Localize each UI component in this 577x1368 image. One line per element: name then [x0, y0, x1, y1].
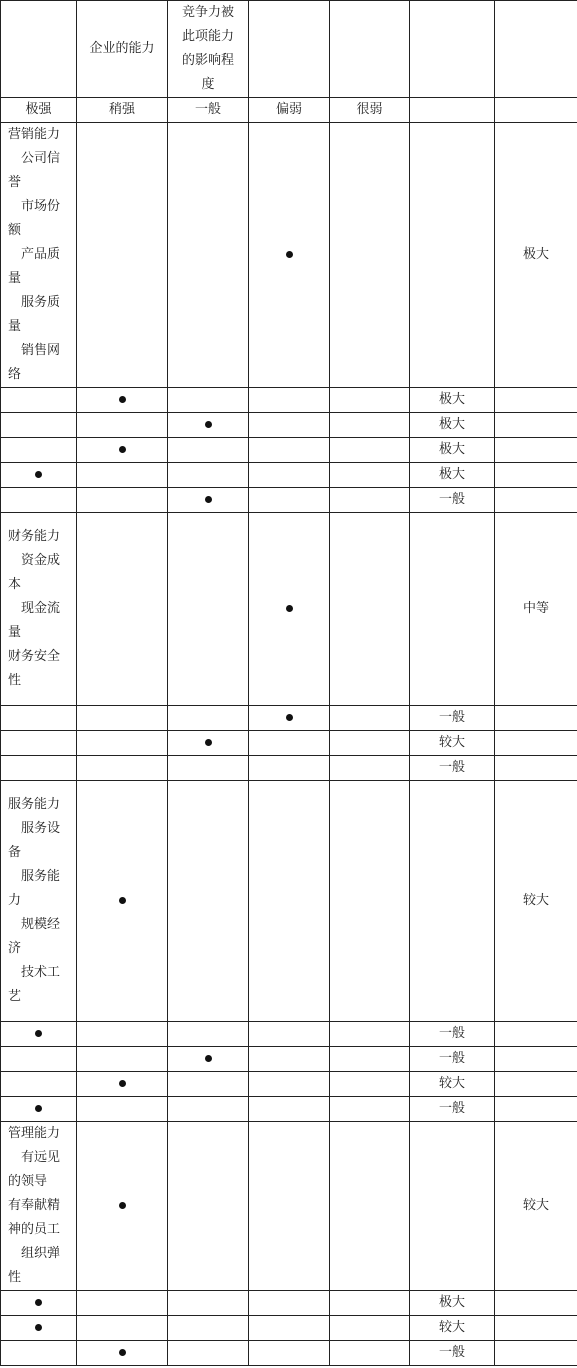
rating-cell	[77, 513, 168, 706]
impact-label: 较大	[438, 1320, 465, 1335]
capability-line: 管理能力	[8, 1126, 61, 1141]
rating-cell	[330, 388, 410, 413]
rating-dot-icon	[119, 1202, 126, 1209]
rating-cell	[77, 123, 168, 388]
rating-cell	[1, 1316, 77, 1341]
rating-cell	[249, 781, 330, 1022]
rating-dot-icon	[35, 1299, 42, 1306]
rating-cell	[410, 513, 495, 706]
empty-cell	[495, 756, 577, 781]
capability-line: 资金成本	[8, 553, 61, 592]
rating-cell	[249, 1072, 330, 1097]
rating-cell	[168, 388, 249, 413]
impact-label: 一般	[438, 1345, 465, 1360]
capability-line: 产品质量	[8, 247, 61, 286]
empty-cell	[495, 413, 577, 438]
impact-cell	[410, 1291, 495, 1316]
impact-label: 较大	[438, 735, 465, 750]
capability-line: 营销能力	[8, 127, 61, 142]
rating-cell	[330, 123, 410, 388]
rating-cell	[168, 1097, 249, 1122]
rating-cell	[1, 1022, 77, 1047]
impact-cell	[410, 463, 495, 488]
rating-dot-icon	[286, 251, 293, 258]
impact-cell	[495, 781, 577, 1022]
impact-label: 较大	[522, 893, 549, 908]
rating-cell	[77, 1097, 168, 1122]
level-label: 偏弱	[249, 98, 330, 123]
rating-cell	[249, 488, 330, 513]
rating-dot-icon	[35, 1030, 42, 1037]
impact-cell	[410, 1316, 495, 1341]
rating-cell	[330, 463, 410, 488]
rating-row	[1, 488, 577, 513]
header-row-1	[1, 1, 577, 98]
rating-cell	[330, 1097, 410, 1122]
impact-cell	[410, 1341, 495, 1366]
rating-cell	[77, 731, 168, 756]
rating-row	[1, 1097, 577, 1122]
rating-cell	[168, 1316, 249, 1341]
rating-cell	[1, 706, 77, 731]
capability-line: 销售网络	[8, 343, 61, 382]
level-label: 很弱	[330, 98, 410, 123]
rating-cell	[168, 731, 249, 756]
rating-cell	[249, 1341, 330, 1366]
rating-dot-icon	[119, 1080, 126, 1087]
rating-cell	[168, 1072, 249, 1097]
rating-cell	[168, 1122, 249, 1291]
rating-cell	[77, 488, 168, 513]
empty-cell	[495, 1097, 577, 1122]
impact-label: 一般	[438, 1101, 465, 1116]
rating-cell	[1, 756, 77, 781]
rating-cell	[77, 706, 168, 731]
impact-label: 一般	[438, 1051, 465, 1066]
rating-cell	[330, 731, 410, 756]
capability-line: 有远见的领导	[8, 1150, 61, 1189]
level-label: 极强	[1, 98, 77, 123]
rating-cell	[168, 123, 249, 388]
rating-cell	[330, 488, 410, 513]
rating-cell	[330, 756, 410, 781]
impact-cell	[495, 1122, 577, 1291]
impact-cell	[410, 1072, 495, 1097]
capability-name-cell	[1, 781, 77, 1022]
impact-label: 一般	[438, 1026, 465, 1041]
impact-cell	[410, 1022, 495, 1047]
rating-cell	[330, 438, 410, 463]
rating-dot-icon	[119, 396, 126, 403]
rating-row	[1, 1072, 577, 1097]
rating-cell	[330, 1047, 410, 1072]
impact-label: 极大	[438, 1295, 465, 1310]
rating-cell	[249, 756, 330, 781]
header-empty-cell	[249, 1, 330, 98]
impact-cell	[410, 388, 495, 413]
capability-name-cell	[1, 513, 77, 706]
rating-row	[1, 463, 577, 488]
rating-cell	[77, 781, 168, 1022]
rating-cell	[249, 513, 330, 706]
empty-cell	[495, 438, 577, 463]
impact-label: 一般	[438, 492, 465, 507]
rating-cell	[77, 438, 168, 463]
rating-dot-icon	[286, 605, 293, 612]
impact-cell	[410, 1047, 495, 1072]
rating-dot-icon	[205, 739, 212, 746]
impact-header: 竞争力被此项能力的影响程度	[168, 1, 249, 98]
rating-cell	[330, 1022, 410, 1047]
rating-cell	[1, 463, 77, 488]
rating-cell	[1, 1291, 77, 1316]
rating-dot-icon	[35, 471, 42, 478]
empty-cell	[495, 706, 577, 731]
rating-dot-icon	[119, 1349, 126, 1356]
rating-cell	[249, 123, 330, 388]
impact-cell	[410, 706, 495, 731]
rating-cell	[77, 1022, 168, 1047]
rating-row	[1, 1291, 577, 1316]
rating-cell	[168, 1291, 249, 1316]
header-empty-cell	[495, 98, 577, 123]
rating-dot-icon	[286, 714, 293, 721]
rating-row	[1, 438, 577, 463]
rating-cell	[249, 731, 330, 756]
rating-cell	[77, 1122, 168, 1291]
impact-label: 一般	[438, 760, 465, 775]
capability-line: 服务能力	[8, 797, 61, 812]
rating-cell	[77, 1047, 168, 1072]
rating-dot-icon	[205, 421, 212, 428]
rating-cell	[410, 1122, 495, 1291]
capability-line: 组织弹性	[8, 1246, 61, 1285]
rating-row	[1, 706, 577, 731]
capability-line: 有奉献精神的员工	[8, 1198, 61, 1237]
impact-label: 极大	[438, 442, 465, 457]
impact-cell	[410, 731, 495, 756]
rating-cell	[330, 1316, 410, 1341]
rating-cell	[249, 1047, 330, 1072]
rating-cell	[330, 1341, 410, 1366]
rating-cell	[1, 731, 77, 756]
rating-cell	[168, 1022, 249, 1047]
rating-cell	[77, 1291, 168, 1316]
rating-cell	[168, 438, 249, 463]
rating-cell	[168, 756, 249, 781]
rating-cell	[330, 513, 410, 706]
rating-dot-icon	[119, 446, 126, 453]
rating-cell	[1, 1072, 77, 1097]
header-empty-cell	[495, 1, 577, 98]
rating-cell	[249, 388, 330, 413]
capability-line: 规模经济	[8, 917, 61, 956]
empty-cell	[495, 388, 577, 413]
rating-cell	[410, 781, 495, 1022]
impact-cell	[410, 756, 495, 781]
impact-cell	[410, 438, 495, 463]
rating-cell	[249, 1097, 330, 1122]
empty-cell	[495, 1291, 577, 1316]
impact-label: 中等	[522, 601, 549, 616]
impact-label: 极大	[438, 392, 465, 407]
rating-cell	[249, 706, 330, 731]
impact-label: 较大	[438, 1076, 465, 1091]
rating-cell	[168, 1047, 249, 1072]
rating-cell	[77, 413, 168, 438]
rating-row	[1, 1316, 577, 1341]
rating-cell	[249, 1291, 330, 1316]
capability-group-row	[1, 123, 577, 388]
impact-cell	[410, 1097, 495, 1122]
capability-line: 市场份额	[8, 199, 61, 238]
capability-name-cell	[1, 1122, 77, 1291]
capability-group-row	[1, 513, 577, 706]
impact-cell	[410, 413, 495, 438]
capability-line: 服务质量	[8, 295, 61, 334]
rating-cell	[77, 1072, 168, 1097]
rating-cell	[410, 123, 495, 388]
impact-cell	[495, 513, 577, 706]
impact-label: 一般	[438, 710, 465, 725]
rating-cell	[77, 1316, 168, 1341]
rating-dot-icon	[205, 1055, 212, 1062]
rating-row	[1, 413, 577, 438]
capability-line: 技术工艺	[8, 965, 61, 1004]
rating-cell	[168, 488, 249, 513]
capability-header: 企业的能力	[77, 1, 168, 98]
capability-line: 服务设备	[8, 821, 61, 860]
rating-cell	[249, 1022, 330, 1047]
rating-dot-icon	[119, 897, 126, 904]
rating-row	[1, 731, 577, 756]
rating-cell	[1, 488, 77, 513]
capability-line: 财务能力	[8, 529, 61, 544]
header-row-2	[1, 98, 577, 123]
rating-cell	[168, 413, 249, 438]
rating-cell	[1, 1047, 77, 1072]
empty-cell	[495, 1341, 577, 1366]
empty-cell	[495, 463, 577, 488]
rating-dot-icon	[35, 1324, 42, 1331]
level-label: 稍强	[77, 98, 168, 123]
rating-row	[1, 1047, 577, 1072]
rating-cell	[77, 388, 168, 413]
rating-row	[1, 388, 577, 413]
rating-cell	[1, 388, 77, 413]
level-label: 一般	[168, 98, 249, 123]
rating-cell	[168, 781, 249, 1022]
rating-cell	[1, 438, 77, 463]
rating-cell	[77, 1341, 168, 1366]
rating-cell	[249, 1316, 330, 1341]
impact-label: 极大	[438, 417, 465, 432]
rating-cell	[249, 438, 330, 463]
empty-cell	[495, 731, 577, 756]
capability-line: 公司信誉	[8, 151, 61, 190]
rating-row	[1, 1341, 577, 1366]
header-empty-cell	[330, 1, 410, 98]
rating-row	[1, 1022, 577, 1047]
empty-cell	[495, 1047, 577, 1072]
rating-cell	[1, 413, 77, 438]
impact-label: 较大	[522, 1198, 549, 1213]
rating-cell	[249, 1122, 330, 1291]
empty-cell	[495, 1022, 577, 1047]
rating-row	[1, 756, 577, 781]
rating-cell	[1, 1341, 77, 1366]
rating-cell	[330, 1291, 410, 1316]
rating-cell	[330, 781, 410, 1022]
header-empty-cell	[1, 1, 77, 98]
impact-cell	[410, 488, 495, 513]
empty-cell	[495, 488, 577, 513]
header-empty-cell	[410, 98, 495, 123]
rating-cell	[168, 706, 249, 731]
header-empty-cell	[410, 1, 495, 98]
rating-cell	[1, 1097, 77, 1122]
capability-name-cell	[1, 123, 77, 388]
rating-cell	[77, 463, 168, 488]
capability-line: 服务能力	[8, 869, 61, 908]
rating-cell	[168, 1341, 249, 1366]
rating-dot-icon	[35, 1105, 42, 1112]
rating-cell	[168, 463, 249, 488]
rating-cell	[77, 756, 168, 781]
rating-cell	[249, 413, 330, 438]
impact-label: 极大	[438, 467, 465, 482]
capability-line: 现金流量	[8, 601, 61, 640]
capability-group-row	[1, 1122, 577, 1291]
rating-cell	[330, 1072, 410, 1097]
rating-cell	[168, 513, 249, 706]
capability-group-row	[1, 781, 577, 1022]
rating-cell	[330, 1122, 410, 1291]
capability-line: 财务安全性	[8, 649, 61, 688]
rating-cell	[330, 706, 410, 731]
empty-cell	[495, 1316, 577, 1341]
rating-dot-icon	[205, 496, 212, 503]
empty-cell	[495, 1072, 577, 1097]
rating-cell	[330, 413, 410, 438]
impact-label: 极大	[522, 247, 549, 262]
rating-cell	[249, 463, 330, 488]
impact-cell	[495, 123, 577, 388]
